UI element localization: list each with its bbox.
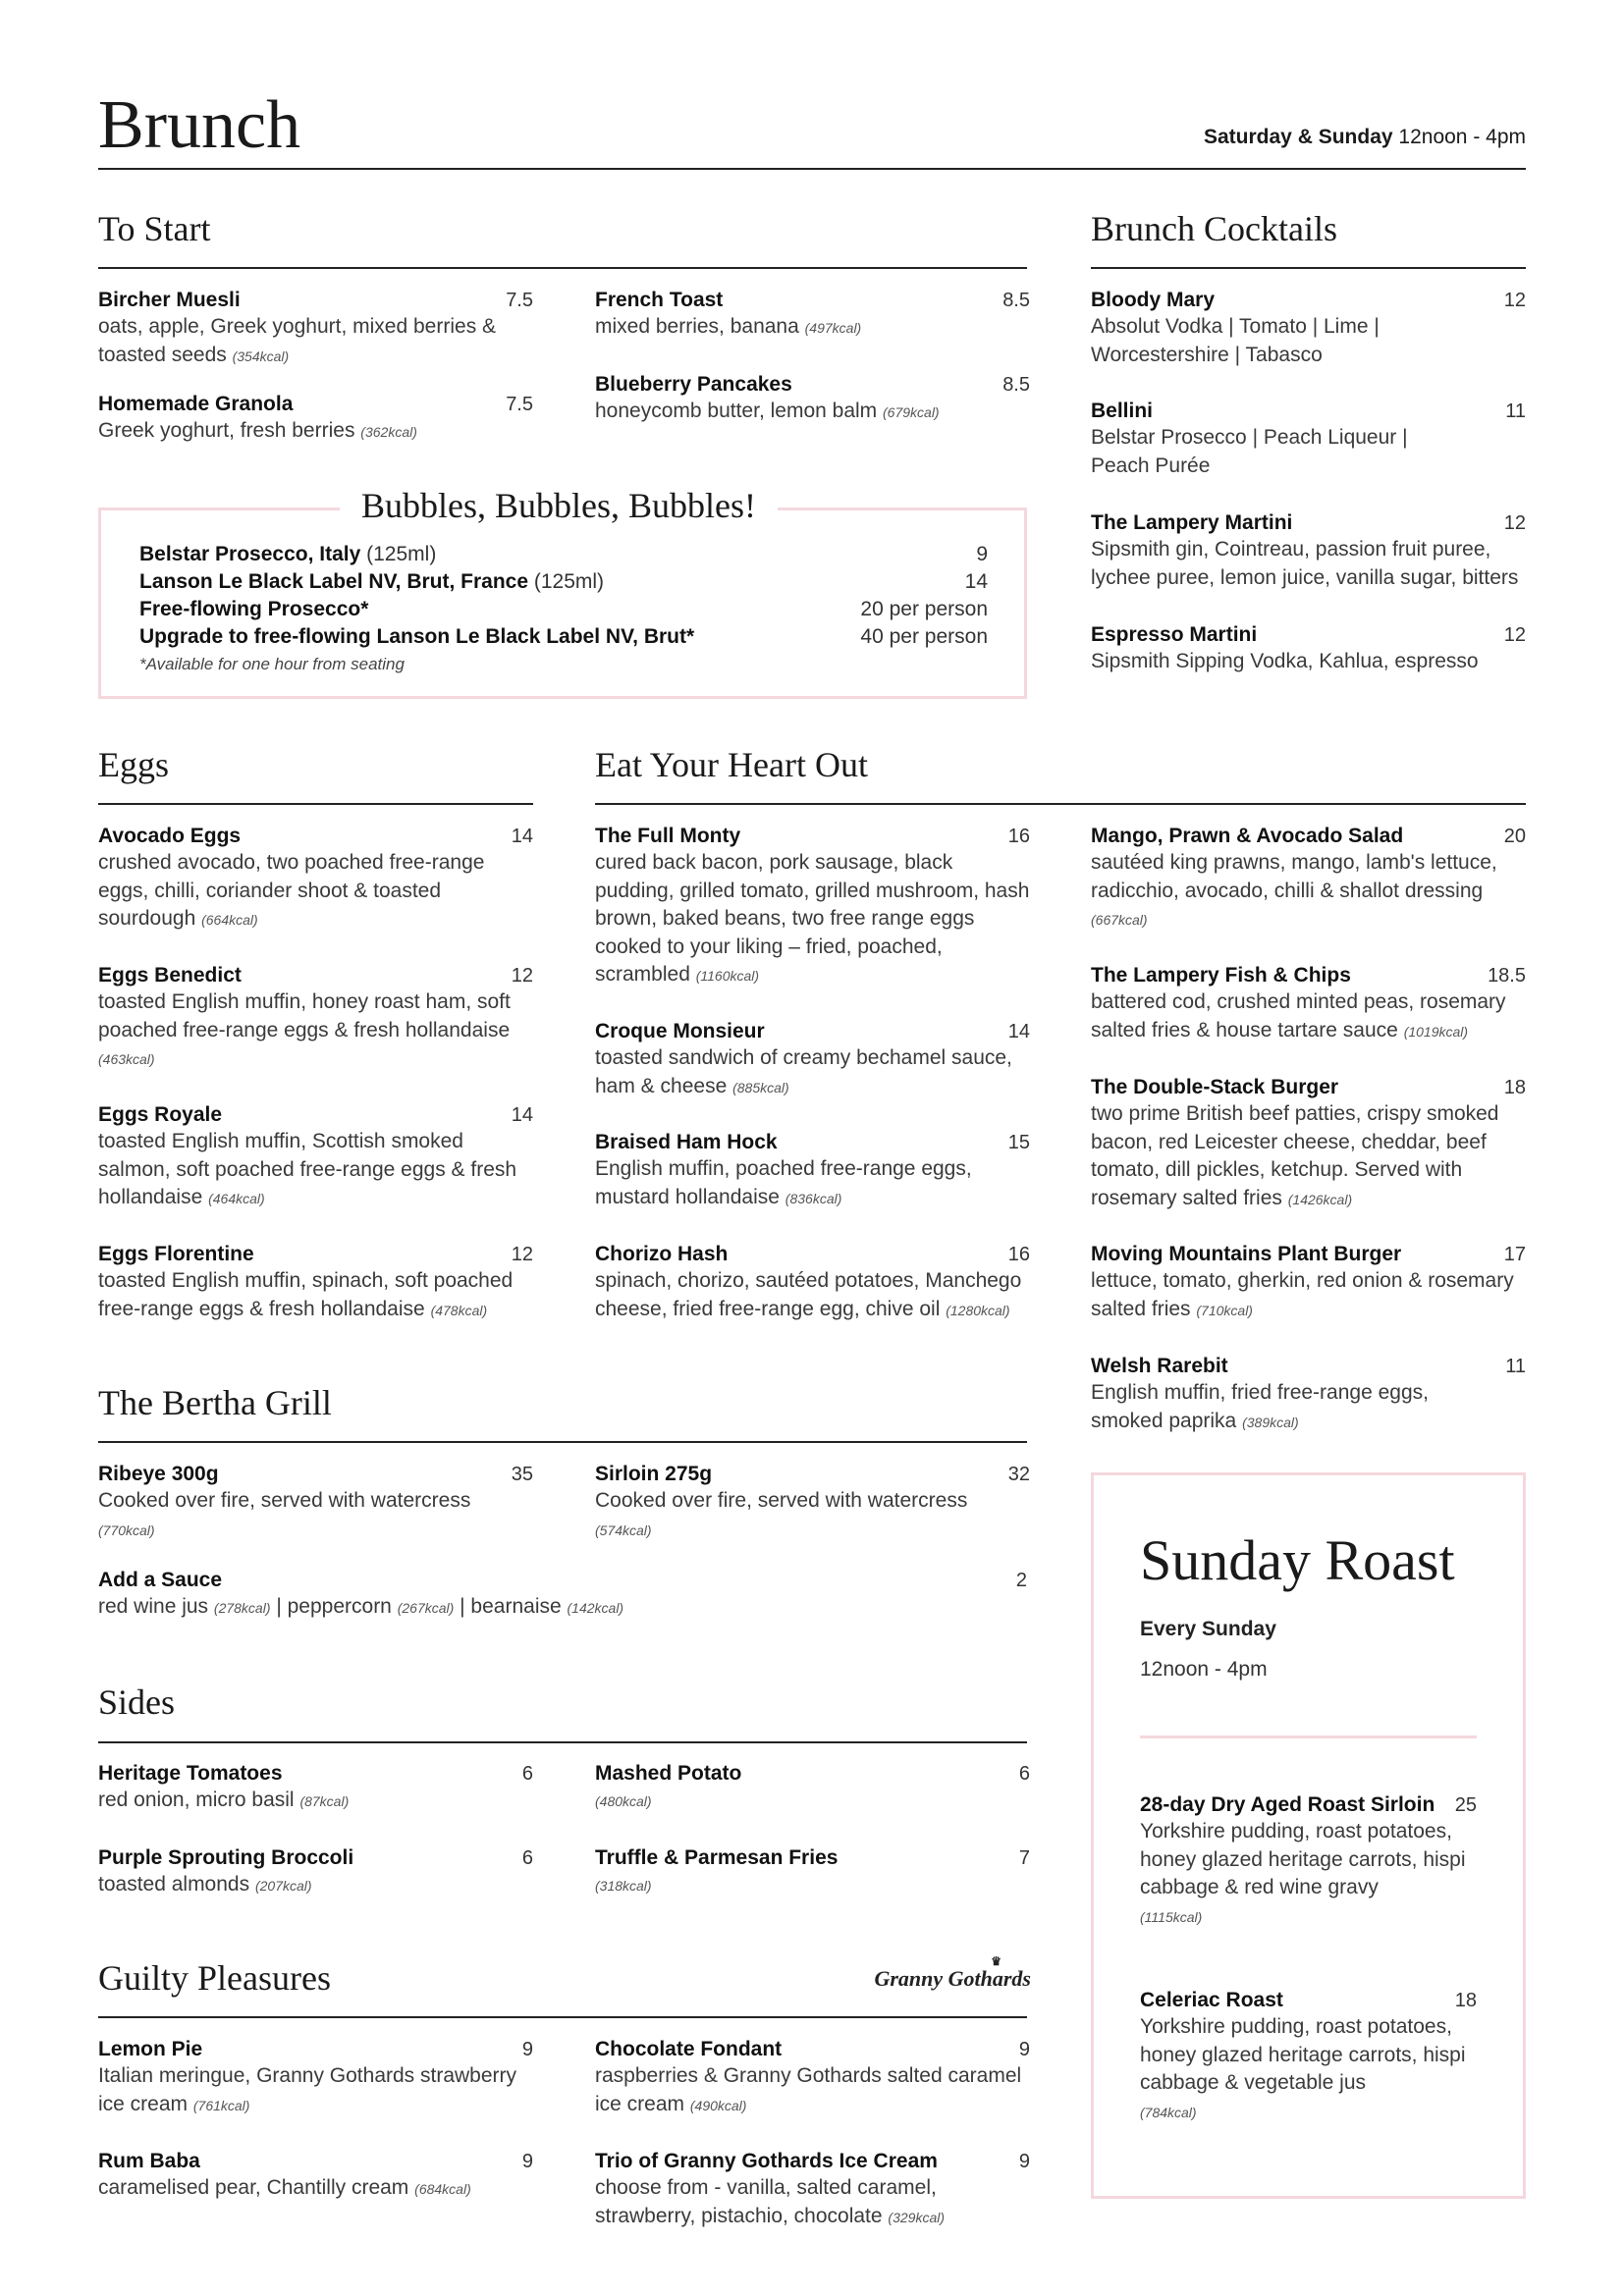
- item-price: 35: [511, 1464, 533, 1485]
- menu-item: [1091, 289, 1526, 369]
- item-kcal: (1426kcal): [1287, 1191, 1353, 1207]
- item-price: 9: [521, 2039, 533, 2060]
- item-desc: toasted English muffin, honey roast ham, soft poached free-range eggs & fresh hollandaise: [98, 990, 511, 1041]
- menu-item: [595, 1463, 1030, 1544]
- bubbles-price: 14: [964, 570, 988, 593]
- sauce-option: | bearnaise: [454, 1595, 562, 1618]
- item-kcal: (784kcal): [1140, 2104, 1197, 2120]
- menu-item: [98, 964, 533, 1074]
- item-name: Bloody Mary: [1091, 289, 1216, 311]
- item-kcal: (684kcal): [414, 2181, 471, 2197]
- eggs-divider: [98, 803, 533, 805]
- item-kcal: (761kcal): [192, 2097, 250, 2113]
- item-desc: Sipsmith gin, Cointreau, passion fruit puree, lychee puree, lemon juice, vanilla sugar, bitters: [1091, 538, 1519, 589]
- item-desc: Greek yoghurt, fresh berries: [98, 419, 355, 442]
- item-kcal: (478kcal): [430, 1302, 488, 1318]
- item-desc: toasted English muffin, Scottish smoked salmon, soft poached free-range eggs & fresh hollandaise: [98, 1130, 517, 1208]
- item-desc: toasted English muffin, spinach, soft poached free-range eggs & fresh hollandaise: [98, 1269, 514, 1320]
- bubbles-row: [139, 543, 988, 566]
- item-price: 16: [1007, 1244, 1030, 1265]
- bubbles-title: Bubbles, Bubbles, Bubbles!: [340, 485, 778, 526]
- item-name: Croque Monsieur: [595, 1020, 765, 1042]
- item-desc: toasted sandwich of creamy bechamel sauce, ham & cheese: [595, 1046, 1012, 1097]
- item-name: Sirloin 275g: [595, 1463, 713, 1485]
- sides-title: Sides: [98, 1682, 176, 1722]
- menu-item: [595, 1243, 1030, 1324]
- item-price: 12: [1503, 512, 1526, 534]
- menu-item-sauce: [98, 1569, 1027, 1623]
- item-kcal: (318kcal): [595, 1878, 652, 1894]
- item-kcal: (354kcal): [232, 347, 290, 364]
- item-name: Bircher Muesli: [98, 289, 241, 311]
- item-kcal: (267kcal): [397, 1600, 455, 1616]
- menu-item: [595, 1131, 1030, 1212]
- menu-item: [1091, 1076, 1526, 1213]
- item-name: Welsh Rarebit: [1091, 1355, 1228, 1377]
- item-desc: spinach, chorizo, sautéed potatoes, Manchego cheese, fried free-range egg, chive oil: [595, 1269, 1022, 1320]
- item-price: 6: [521, 1847, 533, 1869]
- sunday-roast-title: Sunday Roast: [1140, 1528, 1455, 1592]
- cocktails-title: Brunch Cocktails: [1091, 209, 1337, 248]
- item-name: Moving Mountains Plant Burger: [1091, 1243, 1402, 1265]
- item-name: Lemon Pie: [98, 2038, 203, 2060]
- menu-item: [1140, 1793, 1477, 1931]
- bubbles-price: 40 per person: [860, 625, 988, 648]
- item-name: Eggs Benedict: [98, 964, 242, 987]
- menu-item: [1091, 964, 1526, 1045]
- bubbles-name: Upgrade to free-flowing Lanson Le Black Label NV, Brut*: [139, 625, 695, 648]
- bubbles-note: *Available for one hour from seating: [139, 655, 405, 673]
- item-kcal: (679kcal): [883, 404, 940, 420]
- eggs-title: Eggs: [98, 745, 169, 784]
- item-kcal: (87kcal): [299, 1793, 350, 1809]
- item-desc: Yorkshire pudding, roast potatoes, honey glazed heritage carrots, hispi cabbage & vegetable jus: [1140, 2015, 1466, 2094]
- item-name: Bellini: [1091, 400, 1154, 422]
- menu-item: [98, 1243, 533, 1324]
- opening-hours: [1204, 126, 1526, 149]
- bubbles-size: (125ml): [366, 543, 437, 565]
- item-price: 14: [1007, 1021, 1030, 1042]
- item-desc: Cooked over fire, served with watercress: [98, 1489, 471, 1512]
- heart-divider: [595, 803, 1526, 805]
- item-name: Eggs Florentine: [98, 1243, 254, 1265]
- item-price: 9: [1018, 2151, 1030, 2172]
- item-kcal: (497kcal): [804, 320, 862, 336]
- sauce-option: red wine jus: [98, 1595, 209, 1618]
- header-divider: [98, 168, 1526, 170]
- item-desc: choose from - vanilla, salted caramel, strawberry, pistachio, chocolate: [595, 2176, 937, 2227]
- menu-item: [98, 2038, 533, 2119]
- item-desc: red onion, micro basil: [98, 1789, 295, 1811]
- item-price: 14: [511, 1104, 533, 1126]
- bubbles-name: Lanson Le Black Label NV, Brut, France: [139, 570, 529, 593]
- item-name: Truffle & Parmesan Fries: [595, 1846, 839, 1869]
- item-name: Trio of Granny Gothards Ice Cream: [595, 2150, 938, 2172]
- item-desc: honeycomb butter, lemon balm: [595, 400, 878, 422]
- item-price: 18: [1454, 1990, 1477, 2011]
- item-name: Eggs Royale: [98, 1103, 223, 1126]
- bubbles-size: (125ml): [533, 570, 605, 593]
- hours-days: Saturday & Sunday: [1204, 126, 1393, 148]
- item-price: 15: [1007, 1132, 1030, 1153]
- item-kcal: (362kcal): [360, 424, 417, 440]
- item-kcal: (464kcal): [208, 1191, 265, 1206]
- item-name: Chorizo Hash: [595, 1243, 729, 1265]
- menu-item: [1091, 400, 1526, 480]
- menu-item: [98, 1762, 533, 1816]
- item-price: 25: [1454, 1794, 1477, 1816]
- item-price: 7: [1018, 1847, 1030, 1869]
- item-price: 12: [511, 965, 533, 987]
- item-price: 6: [1018, 1763, 1030, 1785]
- item-kcal: (1160kcal): [695, 968, 760, 984]
- sides-divider: [98, 1741, 1027, 1743]
- item-price: 18.5: [1488, 965, 1526, 987]
- to-start-divider: [98, 267, 1027, 269]
- item-desc: two prime British beef patties, crispy smoked bacon, red Leicester cheese, cheddar, beef tomato, dill pickles, ketchup. Served with rosemary salted fries: [1091, 1102, 1499, 1209]
- item-name: Mango, Prawn & Avocado Salad: [1091, 825, 1404, 847]
- item-name: The Double-Stack Burger: [1091, 1076, 1339, 1098]
- item-kcal: (664kcal): [201, 912, 258, 928]
- item-price: 6: [521, 1763, 533, 1785]
- menu-item: [98, 393, 533, 447]
- item-desc: crushed avocado, two poached free-range eggs, chilli, coriander shoot & toasted sourdough: [98, 851, 485, 930]
- menu-item: [98, 289, 533, 370]
- item-kcal: (490kcal): [689, 2097, 747, 2113]
- item-price: 7.5: [506, 290, 533, 311]
- item-kcal: (207kcal): [254, 1878, 312, 1894]
- item-name: Homemade Granola: [98, 393, 294, 415]
- item-kcal: (1019kcal): [1403, 1023, 1469, 1040]
- menu-item: [595, 373, 1030, 427]
- granny-gothards-logo: ♛ Granny Gothards: [874, 1954, 1031, 1991]
- item-price: 18: [1503, 1077, 1526, 1098]
- item-kcal: (574kcal): [595, 1522, 652, 1538]
- menu-item: [1091, 1355, 1526, 1436]
- item-price: 8.5: [1002, 374, 1030, 396]
- item-desc: Yorkshire pudding, roast potatoes, honey glazed heritage carrots, hispi cabbage & red wine gravy: [1140, 1820, 1466, 1898]
- item-name: Braised Ham Hock: [595, 1131, 778, 1153]
- item-price: 7.5: [506, 394, 533, 415]
- item-name: Add a Sauce: [98, 1569, 223, 1591]
- item-desc: English muffin, fried free-range eggs, smoked paprika: [1091, 1381, 1429, 1432]
- menu-item: [1091, 825, 1526, 934]
- menu-item: [1140, 1989, 1477, 2126]
- item-name: The Full Monty: [595, 825, 741, 847]
- item-name: Mashed Potato: [595, 1762, 742, 1785]
- item-name: Celeriac Roast: [1140, 1989, 1283, 2011]
- item-desc: raspberries & Granny Gothards salted caramel ice cream: [595, 2064, 1022, 2115]
- to-start-title: To Start: [98, 209, 211, 248]
- bubbles-row: [139, 570, 988, 594]
- roast-time: 12noon - 4pm: [1140, 1658, 1268, 1681]
- guilty-title: Guilty Pleasures: [98, 1958, 331, 1998]
- menu-item: [98, 2150, 533, 2204]
- sauce-option: | peppercorn: [270, 1595, 392, 1618]
- item-name: Avocado Eggs: [98, 825, 242, 847]
- menu-item: [98, 1846, 533, 1900]
- page-title: Brunch: [98, 87, 301, 163]
- item-price: 8.5: [1002, 290, 1030, 311]
- roast-divider: [1140, 1735, 1477, 1738]
- item-name: Chocolate Fondant: [595, 2038, 783, 2060]
- item-name: Purple Sprouting Broccoli: [98, 1846, 354, 1869]
- grill-title: The Bertha Grill: [98, 1383, 332, 1422]
- menu-item: [595, 1762, 1030, 1816]
- menu-item: [595, 2038, 1030, 2119]
- item-desc: oats, apple, Greek yoghurt, mixed berries & toasted seeds: [98, 315, 497, 366]
- item-kcal: (329kcal): [888, 2209, 946, 2225]
- item-price: 14: [511, 826, 533, 847]
- guilty-divider: [98, 2016, 1027, 2018]
- menu-item: [595, 1020, 1030, 1101]
- item-kcal: (1280kcal): [946, 1302, 1010, 1318]
- item-price: 9: [1018, 2039, 1030, 2060]
- bubbles-row: [139, 625, 988, 649]
- item-price: 17: [1503, 1244, 1526, 1265]
- item-name: The Lampery Fish & Chips: [1091, 964, 1351, 987]
- item-name: 28-day Dry Aged Roast Sirloin: [1140, 1793, 1435, 1816]
- item-kcal: (463kcal): [98, 1051, 155, 1067]
- menu-item: [98, 1463, 533, 1544]
- crown-icon: ♛: [991, 1954, 1001, 1968]
- menu-item: [1091, 1243, 1526, 1324]
- bubbles-name: Free-flowing Prosecco*: [139, 598, 369, 620]
- roast-every: Every Sunday: [1140, 1618, 1276, 1640]
- item-price: 9: [521, 2151, 533, 2172]
- item-kcal: (278kcal): [213, 1600, 271, 1616]
- item-price: 11: [1505, 1356, 1526, 1377]
- menu-item: [98, 1103, 533, 1213]
- grill-divider: [98, 1441, 1027, 1443]
- item-kcal: (667kcal): [1091, 912, 1148, 928]
- bubbles-price: 9: [976, 543, 988, 565]
- menu-item: [595, 1846, 1030, 1900]
- item-desc: caramelised pear, Chantilly cream: [98, 2176, 409, 2199]
- hours-time: 12noon - 4pm: [1398, 126, 1526, 148]
- item-kcal: (836kcal): [785, 1190, 842, 1206]
- item-name: Blueberry Pancakes: [595, 373, 792, 396]
- bubbles-name: Belstar Prosecco, Italy: [139, 543, 361, 565]
- item-desc: Sipsmith Sipping Vodka, Kahlua, espresso: [1091, 650, 1479, 672]
- item-kcal: (885kcal): [732, 1079, 789, 1095]
- item-desc: battered cod, crushed minted peas, rosemary salted fries & house tartare sauce: [1091, 990, 1506, 1041]
- item-kcal: (1115kcal): [1140, 1908, 1203, 1925]
- item-price: 12: [1503, 290, 1526, 311]
- item-desc: cured back bacon, pork sausage, black pudding, grilled tomato, grilled mushroom, hash brown, baked beans, two free range eggs cooked to your liking – fried, poached, scrambled: [595, 851, 1030, 986]
- item-desc: toasted almonds: [98, 1873, 250, 1896]
- bubbles-row: [139, 598, 988, 621]
- item-name: Rum Baba: [98, 2150, 200, 2172]
- item-kcal: (710kcal): [1196, 1302, 1253, 1318]
- item-name: Ribeye 300g: [98, 1463, 219, 1485]
- item-desc: sautéed king prawns, mango, lamb's lettuce, radicchio, avocado, chilli & shallot dressing: [1091, 851, 1497, 902]
- item-desc: mixed berries, banana: [595, 315, 799, 338]
- item-price: 11: [1505, 400, 1526, 422]
- item-price: 12: [511, 1244, 533, 1265]
- item-price: 2: [1015, 1570, 1027, 1591]
- item-desc: English muffin, poached free-range eggs, mustard hollandaise: [595, 1157, 972, 1208]
- menu-item: [98, 825, 533, 934]
- item-name: The Lampery Martini: [1091, 511, 1293, 534]
- item-kcal: (142kcal): [567, 1600, 624, 1616]
- item-price: 12: [1503, 624, 1526, 646]
- menu-item: [595, 289, 1030, 343]
- item-name: French Toast: [595, 289, 724, 311]
- item-name: Heritage Tomatoes: [98, 1762, 283, 1785]
- menu-item: [595, 825, 1030, 990]
- menu-item: [1091, 623, 1526, 676]
- item-desc: Belstar Prosecco | Peach Liqueur | Peach Purée: [1091, 426, 1408, 477]
- item-kcal: (389kcal): [1242, 1414, 1299, 1430]
- item-kcal: (480kcal): [595, 1793, 652, 1809]
- item-price: 16: [1007, 826, 1030, 847]
- item-desc: lettuce, tomato, gherkin, red onion & rosemary salted fries: [1091, 1269, 1514, 1320]
- cocktails-divider: [1091, 267, 1526, 269]
- item-kcal: (770kcal): [98, 1522, 155, 1538]
- menu-item: [595, 2150, 1030, 2231]
- menu-item: [1091, 511, 1526, 592]
- item-price: 20: [1503, 826, 1526, 847]
- heart-title: Eat Your Heart Out: [595, 745, 868, 784]
- item-desc: Italian meringue, Granny Gothards strawberry ice cream: [98, 2064, 517, 2115]
- item-price: 32: [1007, 1464, 1030, 1485]
- bubbles-price: 20 per person: [860, 598, 988, 620]
- item-desc: Absolut Vodka | Tomato | Lime | Worcestershire | Tabasco: [1091, 315, 1380, 366]
- item-name: Espresso Martini: [1091, 623, 1258, 646]
- item-desc: Cooked over fire, served with watercress: [595, 1489, 968, 1512]
